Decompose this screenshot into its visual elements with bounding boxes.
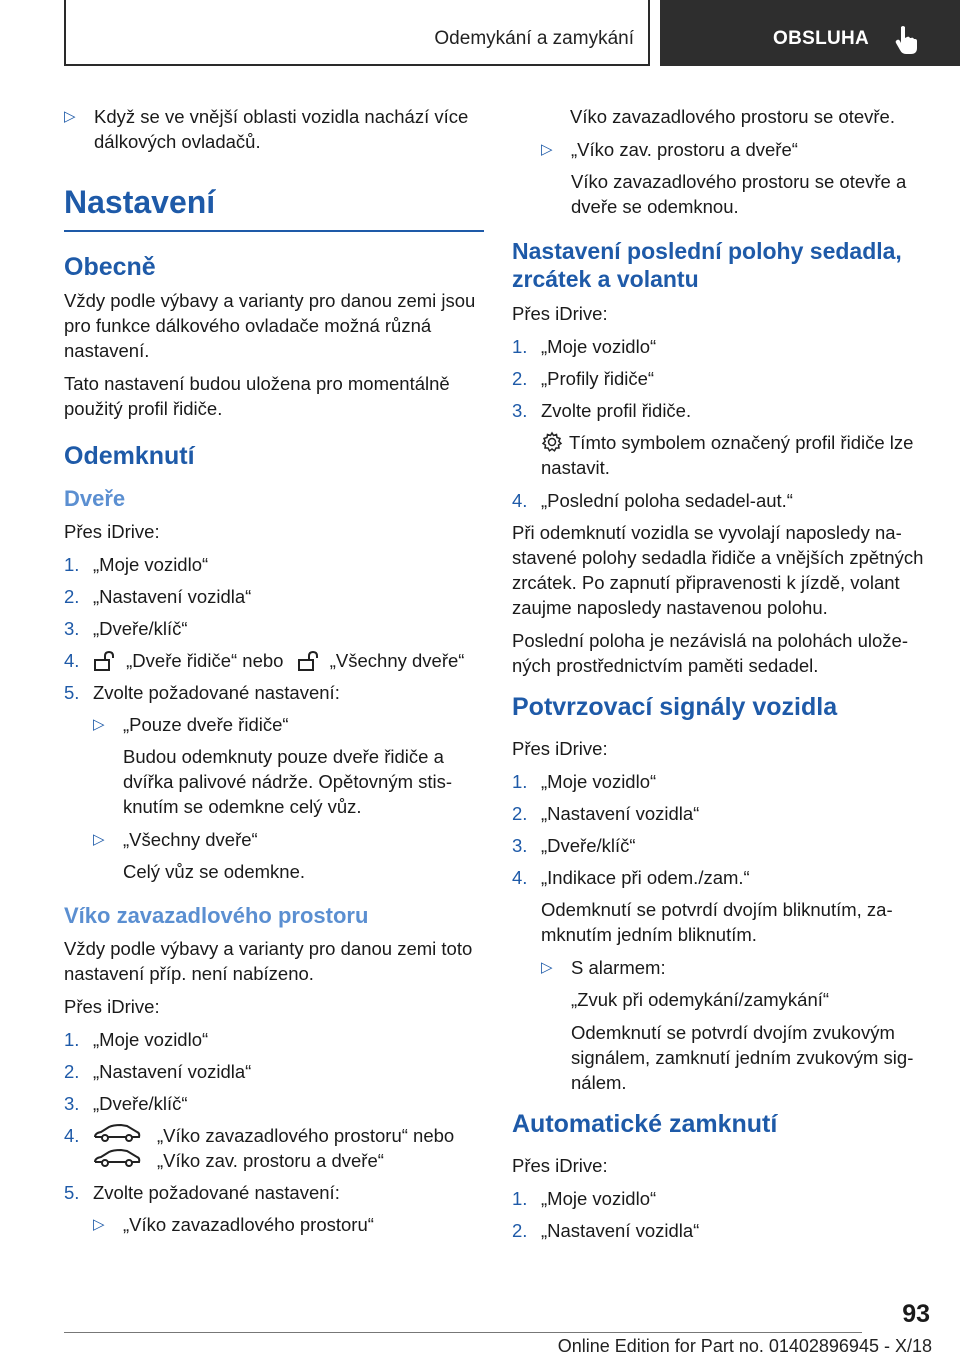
list-item: ▷ „Pouze dveře řidiče“: [93, 714, 289, 735]
heading-auto-lock: Automatické zamknutí: [512, 1110, 778, 1138]
paragraph: Přes iDrive:: [64, 996, 160, 1017]
heading-confirmation: Potvrzovací signály vozidla: [512, 693, 838, 721]
list-item: 1. „Moje vozidlo“: [64, 554, 209, 575]
heading-settings: Nastavení: [64, 182, 484, 232]
list-item: 1. „Moje vozidlo“: [64, 1029, 209, 1050]
list-item: 4. „Poslední poloha sedadel-aut.“: [512, 490, 793, 511]
heading-trunk: Víko zavazadlového prostoru: [64, 903, 369, 928]
list-item: 3. „Dveře/klíč“: [512, 835, 636, 856]
paragraph: Tato nastavení budou uložena pro momentálně použitý profil řidiče.: [64, 373, 450, 419]
list-item: 2. „Nastavení vozidla“: [512, 803, 700, 824]
footer-divider: [64, 1332, 862, 1333]
list-item: 5. Zvolte požadované nastavení:: [64, 1182, 340, 1203]
list-item: 5. Zvolte požadované nastavení:: [64, 682, 340, 703]
triangle-bullet-icon: ▷: [93, 716, 105, 733]
list-item: 4. „Víko zavazadlového prostoru“ nebo „Víko zav. prostoru a dveře“: [64, 1125, 455, 1171]
paragraph: Vždy podle výbavy a varianty pro danou zemi jsou pro funkce dálkového ovladače možná různá nastavení.: [64, 290, 476, 361]
page-header: [0, 0, 960, 66]
list-item: 2. „Nastavení vozidla“: [64, 1061, 252, 1082]
list-item: ▷ S alarmem:: [541, 957, 666, 978]
unlock-icon: [297, 651, 319, 671]
paragraph: Přes iDrive:: [512, 738, 608, 759]
list-item: ▷ „Víko zavazadlového prostoru“: [93, 1214, 374, 1235]
heading-general: Obecně: [64, 253, 156, 281]
car-trunk-icon: [93, 1123, 141, 1143]
right-column: Víko zavazadlového prostoru se otevře. ▷ „Víko zav. prostoru a dveře“ Víko zavazadlového prostoru se otevře a dveře se odemknou. Nastavení poslední polohy sedadla, zrcátek a volantu Přes iDrive: 1. „Moje vozidlo“ 2. „Profily řidiče“ 3. Zvolte profil řidiče. Tímto symbolem označený profil řidiče lze nastavit. 4. „Poslední poloha sedadel-aut.“ Při odemknutí vozidla se vyvolají naposledy nastavené polohy sedadla řidiče a vnějších zpětných zrcátek. Po zapnutí připravenosti k jízdě, volant zaujme naposledy nastavenou polohu. Poslední poloha je nezávislá na polohách uložených prostřednictvím paměti sedadel. Potvrzovací signály vozidla Přes iDrive: 1. „Moje vozidlo“ 2. „Nastavení vozidla“ 3. „Dveře/klíč“ 4. „Indikace při odem./zam.“ Odemknutí se potvrdí dvojím bliknutím, zamknutím jedním bliknutím. ▷ S alarmem: „Zvuk při odemykání/zamykání“ Odemknutí se potvrdí dvojím zvukovým signálem, zamknutí jedním zvukovým signálem. Automatické zamknutí Přes iDrive: 1. „Moje vozidlo“ 2. „Nastavení vozidla“: [512, 104, 932, 1250]
chapter-tab: [64, 0, 650, 66]
paragraph: Přes iDrive:: [64, 521, 160, 542]
list-item: 1. „Moje vozidlo“: [512, 771, 657, 792]
paragraph: Přes iDrive:: [512, 1155, 608, 1176]
list-item: 2. „Nastavení vozidla“: [64, 586, 252, 607]
triangle-bullet-icon: ▷: [541, 141, 553, 158]
paragraph: Při odemknutí vozidla se vyvolají naposledy nastavené polohy sedadla řidiče a vnějších zpětných zrcátek. Po zapnutí připravenosti k jízdě, volant zaujme naposledy nastavenou polohu.: [512, 522, 924, 618]
list-item: 3. „Dveře/klíč“: [64, 618, 188, 639]
triangle-bullet-icon: ▷: [541, 959, 553, 976]
triangle-bullet-icon: ▷: [64, 108, 76, 125]
list-item: 3. Zvolte profil řidiče.: [512, 400, 692, 421]
paragraph: Poslední poloha je nezávislá na polohách uložených prostřednictvím paměti sedadel.: [512, 630, 908, 676]
list-item: 1. „Moje vozidlo“: [512, 1188, 657, 1209]
paragraph: Přes iDrive:: [512, 303, 608, 324]
edition-text: Online Edition for Part no. 01402896945 - X/18: [557, 1336, 932, 1356]
unlock-icon: [93, 651, 115, 671]
heading-doors: Dveře: [64, 486, 126, 511]
list-item: 2. „Nastavení vozidla“: [512, 1220, 700, 1241]
triangle-bullet-icon: ▷: [93, 1216, 105, 1233]
gear-icon: [541, 431, 563, 453]
page-number: 93: [902, 1300, 930, 1328]
list-item: 1. „Moje vozidlo“: [512, 336, 657, 357]
list-item: ▷ „Všechny dveře“: [93, 829, 258, 850]
heading-seat-position: Nastavení poslední polohy sedadla, zrcátek a volantu: [512, 238, 902, 292]
car-trunk-icon: [93, 1148, 141, 1168]
list-item: ▷ „Víko zav. prostoru a dveře“: [541, 139, 798, 160]
section-title: OBSLUHA: [773, 28, 870, 49]
list-item: ▷ Když se ve vnější oblasti vozidla nachází více dálkových ovladačů.: [64, 106, 469, 152]
list-item: 4. „Indikace při odem./zam.“: [512, 867, 750, 888]
heading-unlock: Odemknutí: [64, 442, 195, 470]
list-item: 2. „Profily řidiče“: [512, 368, 655, 389]
paragraph: Vždy podle výbavy a varianty pro danou zemi toto nastavení příp. není nabízeno.: [64, 938, 473, 984]
chapter-title: Odemykání a zamykání: [434, 28, 634, 49]
triangle-bullet-icon: ▷: [93, 831, 105, 848]
left-column: ▷ Když se ve vnější oblasti vozidla nachází více dálkových ovladačů. Nastavení Obecně Vždy podle výbavy a varianty pro danou zemi jsou pro funkce dálkového ovladače možná různá nastavení. Tato nastavení budou uložena pro momentálně použitý profil řidiče. Odemknutí Dveře Přes iDrive: 1. „Moje vozidlo“ 2. „Nastavení vozidla“ 3. „Dveře/klíč“ 4. „Dveře řidiče“ nebo „Všechny dveře“ 5. Zvolte požadované nastavení: ▷ „Pouze dveře řidiče“ Budou odemknuty pouze dveře řidiče a dvířka palivové nádrže. Opětovným stisknutím se odemkne celý vůz. ▷ „Všechny dveře“ Celý vůz se odemkne. Víko zavazadlového prostoru Vždy podle výbavy a varianty pro danou zemi toto nastavení příp. není nabízeno. Přes iDrive: 1. „Moje vozidlo“ 2. „Nastavení vozidla“ 3. „Dveře/klíč“ 4. „Víko zavazadlového prostoru“ nebo „Víko zav. prostoru a dveře“ 5. Zvolte požadované nastavení: ▷ „Víko zavazadlového prostoru“: [64, 104, 484, 1244]
list-item: 3. „Dveře/klíč“: [64, 1093, 188, 1114]
list-item: 4. „Dveře řidiče“ nebo „Všechny dveře“: [64, 650, 465, 671]
hand-pointer-icon: [894, 25, 920, 55]
section-tab: [660, 0, 960, 66]
